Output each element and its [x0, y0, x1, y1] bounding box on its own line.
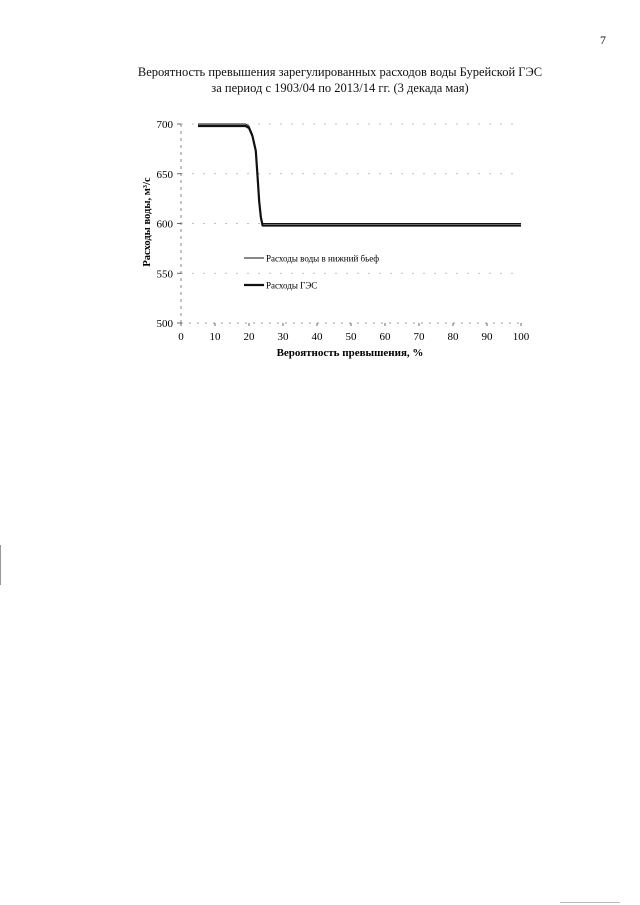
x-tick-label: 70 — [413, 331, 425, 343]
x-tick-label: 60 — [379, 331, 391, 343]
scan-edge-mark — [560, 902, 620, 903]
x-axis-label: Вероятность превышения, % — [276, 347, 424, 359]
y-tick-label: 500 — [156, 318, 173, 330]
x-tick-label: 30 — [277, 331, 289, 343]
grid-lines — [181, 124, 521, 273]
legend-label: Расходы ГЭС — [266, 280, 318, 291]
page-number: 7 — [600, 33, 606, 47]
y-axis-label: Расходы воды, м³/с — [142, 177, 153, 267]
x-tick-label: 80 — [447, 331, 459, 343]
legend — [244, 254, 379, 291]
series-lines — [198, 124, 521, 226]
x-tick-label: 90 — [481, 331, 493, 343]
y-tick-label: 650 — [156, 168, 173, 181]
x-tick-label: 10 — [209, 331, 221, 343]
x-tick-label: 20 — [243, 331, 255, 343]
x-tick-label: 100 — [512, 331, 530, 343]
x-tick-label: 0 — [178, 331, 184, 343]
y-tick-label: 550 — [156, 268, 173, 281]
series-line-2 — [198, 126, 521, 226]
chart-subtitle: за период с 1903/04 по 2013/14 гг. (3 декада мая) — [211, 81, 469, 95]
x-tick-label: 50 — [345, 331, 357, 343]
legend-label: Расходы воды в нижний бьеф — [266, 253, 380, 264]
y-tick-label: 700 — [156, 119, 173, 131]
chart-title: Вероятность превышения зарегулированных расходов воды Бурейской ГЭС — [137, 65, 543, 79]
scan-edge-mark — [0, 545, 1, 585]
x-tick-label: 40 — [311, 331, 323, 343]
axes — [157, 119, 530, 343]
y-tick-label: 600 — [156, 218, 173, 231]
series-line-1 — [198, 124, 521, 224]
